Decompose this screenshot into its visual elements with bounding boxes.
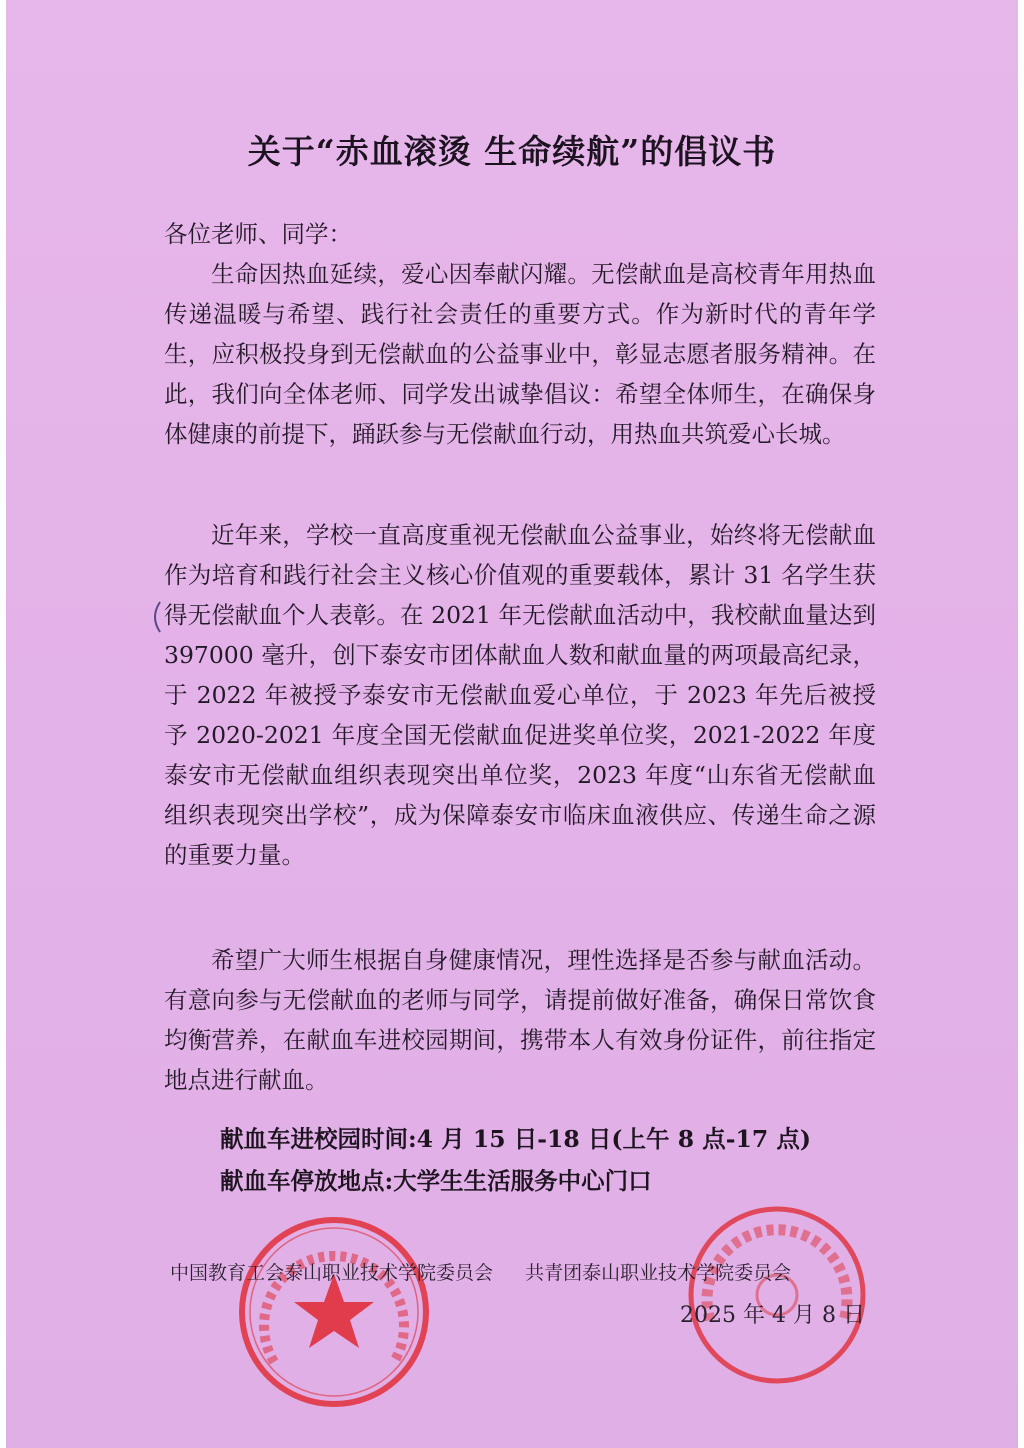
document-title: 关于“赤血滚烫 生命续航”的倡议书 [247, 132, 777, 171]
pen-mark-icon [146, 600, 166, 634]
document-page [6, 0, 1018, 1448]
signatories [170, 1258, 882, 1285]
paragraph-2: 近年来，学校一直高度重视无偿献血公益事业，始终将无偿献血作为培育和践行社会主义核心价值观的重要载体，累计 31 名学生获得无偿献血个人表彰。在 2021 年无偿献血活动中，我校献血量达到 397000 毫升，创下泰安市团体献血人数和献血量的两项最高纪录，于 2022 年被授予泰安市无偿献血爱心单位，于 2023 年先后被授予 2020-2021 年度全国无偿献血促进奖单位奖，2021-2022 年度泰安市无偿献血组织表现突出单位奖，2023 年度“山东省无偿献血组织表现突出学校”，成为保障泰安市临床血液供应、传递生命之源的重要力量。 [164, 521, 876, 869]
signatory-youth-league: 共青团泰山职业技术学院委员会 [525, 1262, 792, 1284]
youth-league-seal-icon [682, 1200, 872, 1390]
signatory-trade-union: 中国教育工会泰山职业技术学院委员会 [170, 1262, 494, 1284]
paragraph-1: 生命因热血延续，爱心因奉献闪耀。无偿献血是高校青年用热血传递温暖与希望、践行社会责任的重要方式。作为新时代的青年学生，应积极投身到无偿献血的公益事业中，彰显志愿者服务精神。在此，我们向全体老师、同学发出诚挚倡议：希望全体师生，在确保身体健康的前提下，踊跃参与无偿献血行动，用热血共筑爱心长城。 [164, 260, 876, 448]
location-line: 献血车停放地点:大学生生活服务中心门口 [220, 1167, 652, 1195]
paragraph-3: 希望广大师生根据自身健康情况，理性选择是否参与献血活动。有意向参与无偿献血的老师与同学，请提前做好准备，确保日常饮食均衡营养，在献血车进校园期间，携带本人有效身份证件，前往指定地点进行献血。 [164, 946, 876, 1094]
document-date: 2025 年 4 月 8 日 [680, 1303, 865, 1328]
salutation: 各位老师、同学： [164, 220, 352, 248]
schedule-line: 献血车进校园时间:4 月 15 日-18 日(上午 8 点-17 点) [220, 1125, 811, 1153]
trade-union-seal-icon [234, 1212, 434, 1412]
